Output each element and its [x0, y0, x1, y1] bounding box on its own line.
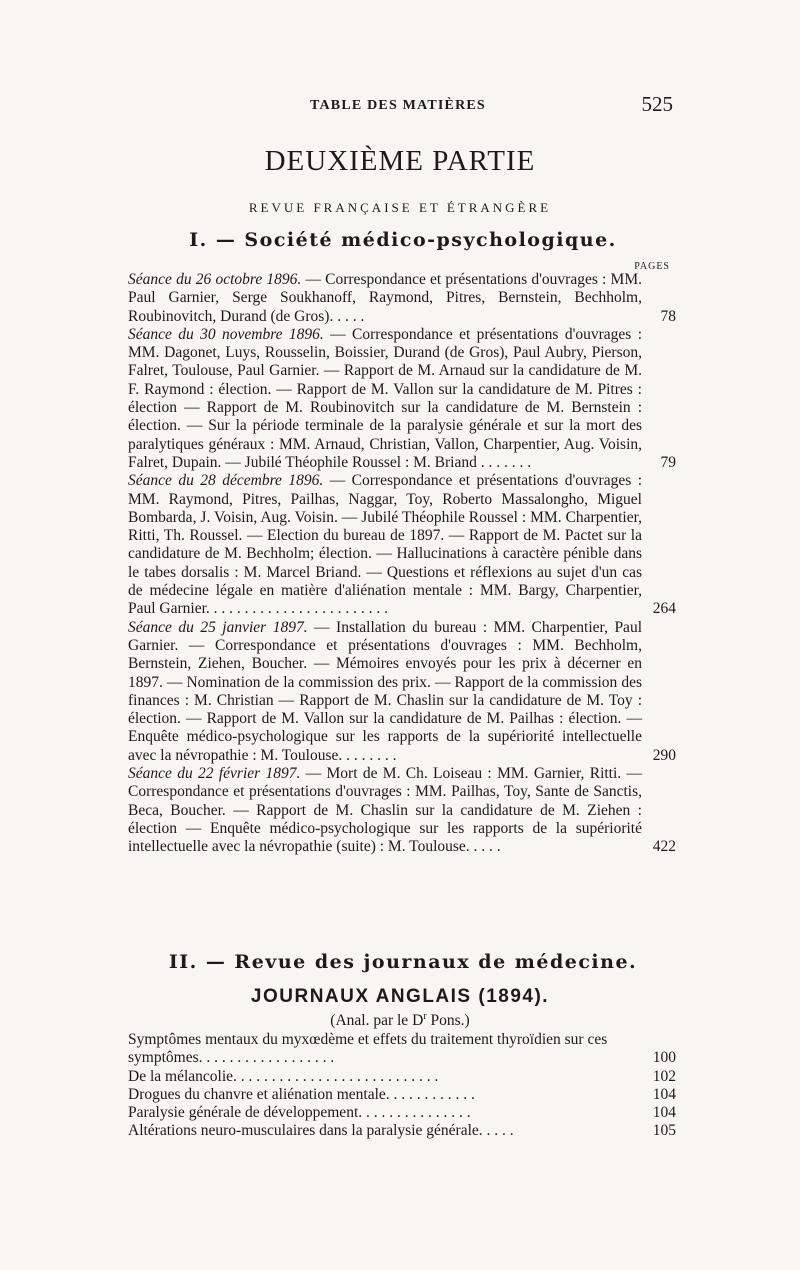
- running-head: [125, 92, 675, 122]
- seance-date: Séance du 30 novembre 1896.: [128, 325, 324, 343]
- seance-page: 78: [660, 307, 676, 325]
- seance-date: Séance du 22 février 1897.: [128, 765, 301, 783]
- article-entry: [128, 1122, 676, 1140]
- section-heading-revue: II. — Revue des journaux de médecine.: [168, 951, 638, 973]
- journal-title: JOURNAUX ANGLAIS (1894).: [250, 986, 550, 1007]
- article-page: 104: [652, 1104, 676, 1122]
- author-name: Pons.): [426, 1012, 470, 1030]
- running-title: TABLE DES MATIÈRES: [310, 98, 486, 113]
- seance-entry: [128, 765, 676, 856]
- page-number: 525: [641, 92, 673, 116]
- author-sup: r: [423, 1011, 427, 1022]
- section-heading-societe: I. — Société médico-psychologique.: [189, 229, 617, 251]
- seance-page: 422: [652, 838, 676, 856]
- article-title: De la mélancolie. . . . . . . . . . . . . . . . . . . . . . . . . . .: [128, 1067, 439, 1085]
- seance-entry: [128, 472, 676, 618]
- seance-date: Séance du 25 janvier 1897.: [128, 618, 308, 636]
- seance-date: Séance du 28 décembre 1896.: [128, 472, 324, 490]
- seance-entry: [128, 271, 676, 326]
- article-page: 100: [652, 1049, 676, 1067]
- seance-page: 79: [660, 453, 676, 471]
- article-entry: [128, 1068, 676, 1086]
- article-entry: [128, 1086, 676, 1104]
- seance-text: — Correspondance et présentations d'ouvrages : MM. Dagonet, Luys, Rousselin, Boissier, Durand (de Gros), Paul Aubry, Pierson, Falret, Toulouse, Paul Garnier. — Rapport de M. Arnaud sur la candidature de M. F. Raymond : élection. — Rapport de M. Vallon sur la candidature de M. Pitres : élection — Rapport de M. Roubinovitch sur la candidature de M. Bernstein : élection. — Sur la période terminale de la paralysie générale et sur la mort des paralytiques généraux : MM. Arnaud, Christian, Vallon, Charpentier, Aug. Voisin, Falret, Dupain. — Jubilé Théophile Roussel : M. Briand . . . . . . .: [128, 325, 643, 471]
- seance-text: — Installation du bureau : MM. Charpentier, Paul Garnier. — Correspondance et présentations d'ouvrages : MM. Bechholm, Bernstein, Ziehen, Boucher. — Mémoires envoyés pour les prix à décerner en 1897. — Nomination de la commission des prix. — Rapport de la commission des finances : M. Christian — Rapport de M. Chaslin sur la candidature de M. Toy : élection. — Rapport de M. Vallon sur la candidature de M. Pailhas : élection. — Enquête médico-psychologique sur les rapports de la supériorité intellectuelle avec la névropathie : M. Toulouse. . . . . . . .: [128, 618, 642, 764]
- article-entry: [128, 1031, 676, 1068]
- article-title: Altérations neuro-musculaires dans la paralysie générale. . . . .: [128, 1122, 514, 1140]
- article-list: [128, 1031, 676, 1141]
- article-title: Symptômes mentaux du myxœdème et effets du traitement thyroïdien sur ces symptômes. . . . . . . . . . . . . . . . . .: [128, 1031, 608, 1067]
- seance-text: — Correspondance et présentations d'ouvrages : MM. Raymond, Pitres, Pailhas, Naggar, Toy, Roberto Massalongho, Miguel Bombarda, J. Voisin, Aug. Voisin. — Jubilé Théophile Roussel : MM. Charpentier, Ritti, Th. Roussel. — Election du bureau de 1897. — Rapport de M. Pactet sur la candidature de M. Bechholm; élection. — Hallucinations à caractère pénible dans le tabes dorsalis : M. Marcel Briand. — Questions et réflexions au sujet d'un cas de médecine légale en matière d'aliénation mentale : MM. Bargy, Charpentier, Paul Garnier. . . . . . . . . . . . . . . . . . . . . . . .: [128, 472, 642, 618]
- journal-author: [0, 1011, 800, 1030]
- seance-date: Séance du 26 octobre 1896.: [128, 271, 302, 288]
- article-title: Paralysie générale de développement. . . . . . . . . . . . . . .: [128, 1104, 471, 1122]
- seance-page: 290: [652, 746, 676, 764]
- article-entry: [128, 1104, 676, 1122]
- article-title: Drogues du chanvre et aliénation mentale. . . . . . . . . . . .: [128, 1085, 475, 1103]
- seance-page: 264: [652, 600, 676, 618]
- article-page: 102: [652, 1067, 676, 1085]
- article-page: 104: [652, 1085, 676, 1103]
- article-page: 105: [652, 1122, 676, 1140]
- part-subtitle: REVUE FRANÇAISE ET ÉTRANGÈRE: [248, 200, 552, 215]
- seance-text: — Mort de M. Ch. Loiseau : MM. Garnier, Ritti. — Correspondance et présentations d'ouvrages : MM. Pailhas, Toy, Sante de Sanctis, Beca, Boucher. — Rapport de M. Chaslin sur la candidature de M. Ziehen : élection — Enquête médico-psychologique sur les rapports de la supériorité intellectuelle avec la névropathie (suite) : M. Toulouse. . . . .: [128, 765, 642, 856]
- pages-column-label: PAGES: [634, 261, 670, 272]
- part-title: DEUXIÈME PARTIE: [264, 145, 536, 177]
- seance-entry: [128, 326, 676, 472]
- seance-text: — Correspondance et présentations d'ouvrages : MM. Paul Garnier, Serge Soukhanoff, Raymond, Pitres, Bernstein, Bechholm, Roubinovitch, Durand (de Gros). . . . .: [128, 271, 642, 325]
- seance-entries: [128, 271, 676, 857]
- author-prefix: (Anal. par le D: [330, 1012, 424, 1030]
- seance-entry: [128, 619, 676, 765]
